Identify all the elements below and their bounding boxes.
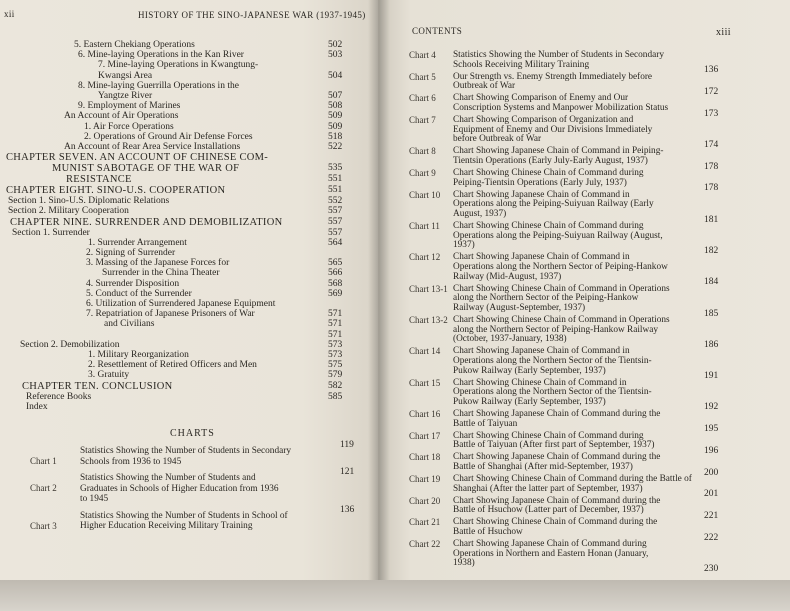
toc-entry: An Account of Rear Area Service Installations <box>64 142 241 152</box>
chart-title-line: Schools Receiving Military Training <box>453 59 590 70</box>
chart-title-line: Operations along the Northern Sector of the Tientsin- <box>453 355 652 366</box>
chart-title-line: Outbreak of War <box>453 81 516 92</box>
toc-page-number: 557 <box>328 216 343 227</box>
chart-label: Chart 6 <box>409 93 436 104</box>
toc-page-number: 564 <box>328 237 343 248</box>
chart-title-line: Chart Showing Chinese Chain of Command in Operations <box>453 283 670 294</box>
chart-page-number: 178 <box>704 161 719 172</box>
chart-title-line: Chart Showing Chinese Chain of Command during the <box>453 517 658 528</box>
chart-title-line: along the Northern Sector of the Peiping-Hankow <box>453 293 639 304</box>
toc-entry: 2. Operations of Ground Air Defense Forces <box>84 131 253 142</box>
chart-label: Chart 21 <box>409 517 441 528</box>
toc-entry: 8. Mine-laying Guerrilla Operations in the <box>78 80 239 91</box>
chart-title-line: Pukow Railway (Early September, 1937) <box>453 396 606 407</box>
chart-label: Chart 20 <box>409 495 441 506</box>
toc-page-number: 522 <box>328 142 343 152</box>
toc-entry: Surrender in the China Theater <box>102 268 220 279</box>
chart-label: Chart 19 <box>409 474 441 484</box>
toc-entry: 7. Repatriation of Japanese Prisoners of War <box>86 309 255 320</box>
chart-title-line: Schools from 1936 to 1945 <box>80 456 182 467</box>
toc-page-number: 571 <box>328 329 343 340</box>
toc-page-number: 502 <box>328 40 343 50</box>
toc-entry: Yangtze River <box>98 91 153 101</box>
chart-label: Chart 2 <box>30 483 57 493</box>
chart-page-number: 200 <box>704 467 719 478</box>
toc-entry: 1. Military Reorganization <box>88 350 189 360</box>
toc-page-number: 509 <box>328 111 343 122</box>
toc-entry: 9. Employment of Marines <box>78 101 181 112</box>
chart-title-line: Conscription Systems and Manpower Mobilization Status <box>453 103 669 113</box>
chart-title-line: Our Strength vs. Enemy Strength Immediately before <box>453 71 653 82</box>
chart-label: Chart 12 <box>409 252 441 263</box>
toc-page-number: 557 <box>328 227 343 238</box>
chart-page-number: 174 <box>704 139 719 150</box>
toc-entry: 3. Massing of the Japanese Forces for <box>86 258 230 269</box>
toc-page-number: 509 <box>328 121 343 132</box>
chart-label: Chart 1 <box>30 456 57 466</box>
toc-entry: CHAPTER TEN. CONCLUSION <box>22 380 173 392</box>
toc-entry: CHAPTER NINE. SURRENDER AND DEMOBILIZATION <box>10 216 283 228</box>
chart-page-number: 201 <box>704 489 719 500</box>
toc-entry: CHAPTER SEVEN. AN ACCOUNT OF CHINESE COM- <box>6 152 269 164</box>
toc-entry: MUNIST SABOTAGE OF THE WAR OF <box>52 163 240 175</box>
chart-page-number: 195 <box>704 424 719 435</box>
right-page-number: xiii <box>716 27 731 38</box>
chart-title-line: Chart Showing Chinese Chain of Command during <box>453 221 644 232</box>
chart-page-number: 230 <box>704 563 719 574</box>
toc-entry: CHAPTER EIGHT. SINO-U.S. COOPERATION <box>6 185 226 197</box>
chart-page-number: 191 <box>704 371 719 382</box>
toc-entry: 1. Air Force Operations <box>84 121 174 132</box>
toc-entry: Section 2. Military Cooperation <box>8 206 129 217</box>
chart-title-line: Peiping-Tientsin Operations (Early July, 1937) <box>453 177 627 188</box>
chart-page-number: 173 <box>704 108 719 119</box>
chart-label: Chart 13-1 <box>409 283 448 294</box>
chart-title-line: Statistics Showing the Number of Students and <box>80 473 256 483</box>
chart-title-line: along the Northern Sector of Peiping-Hankow Railway <box>453 324 658 335</box>
toc-page-number: 507 <box>328 91 343 101</box>
right-running-head: CONTENTS <box>412 26 463 36</box>
toc-page-number: 569 <box>328 288 343 299</box>
chart-label: Chart 7 <box>409 115 436 126</box>
chart-page-number: 172 <box>704 86 719 97</box>
toc-page-number: 552 <box>328 196 343 207</box>
toc-entry: 2. Signing of Surrender <box>86 248 176 258</box>
chart-title-line: Battle of Hsuchow (Latter part of December, 1937) <box>453 505 644 516</box>
chart-title-line: Chart Showing Japanese Chain of Command during the <box>453 452 661 463</box>
chart-label: Chart 17 <box>409 430 441 441</box>
chart-title-line: (October, 1937-January, 1938) <box>453 334 567 345</box>
chart-title-line: Chart Showing Comparison of Enemy and Our <box>453 93 629 104</box>
toc-entry: 6. Utilization of Surrendered Japanese Equipment <box>86 299 276 309</box>
chart-title-line: Higher Education Receiving Military Training <box>80 521 253 531</box>
chart-title-line: to 1945 <box>80 494 109 504</box>
toc-entry: Section 1. Sino-U.S. Diplomatic Relations <box>8 196 170 207</box>
toc-page-number: 508 <box>328 101 343 112</box>
chart-page-number: 178 <box>704 183 719 194</box>
chart-label: Chart 9 <box>409 168 436 179</box>
charts-heading: CHARTS <box>170 428 215 439</box>
toc-page-number: 557 <box>328 206 343 217</box>
toc-page-number: 504 <box>328 70 343 81</box>
chart-title-line: Operations along the Northern Sector of the Tientsin- <box>453 387 652 398</box>
chart-label: Chart 14 <box>409 346 441 357</box>
chart-title-line: Operations in Northern and Eastern Honan (January, <box>453 548 649 559</box>
chart-title-line: 1938) <box>453 558 475 569</box>
toc-page-number: 582 <box>328 380 343 391</box>
chart-title-line: Equipment of Enemy and Our Divisions Immediately <box>453 124 653 135</box>
chart-page-number: 182 <box>704 245 719 256</box>
toc-page-number: 571 <box>328 319 343 330</box>
chart-title-line: Railway (August-September, 1937) <box>453 302 586 313</box>
chart-title-line: Chart Showing Japanese Chain of Command during the <box>453 408 661 419</box>
chart-page-number: 221 <box>704 510 719 521</box>
chart-label: Chart 10 <box>409 189 441 200</box>
chart-title-line: Tientsin Operations (Early July-Early August, 1937) <box>453 156 648 166</box>
chart-page-number: 184 <box>704 277 719 288</box>
chart-title-line: Chart Showing Comparison of Organization and <box>453 115 634 126</box>
chart-title-line: Chart Showing Japanese Chain of Command in <box>453 189 630 200</box>
chart-title-line: Railway (Mid-August, 1937) <box>453 271 562 282</box>
toc-entry: 6. Mine-laying Operations in the Kan River <box>78 50 244 61</box>
toc-entry: 3. Gratuity <box>88 370 130 381</box>
chart-title-line: Statistics Showing the Number of Students in Secondary <box>80 446 291 456</box>
toc-page-number: 551 <box>328 185 343 196</box>
toc-page-number: 551 <box>328 174 343 185</box>
toc-entry: 7. Mine-laying Operations in Kwangtung- <box>98 60 259 71</box>
toc-page-number: 518 <box>328 131 343 142</box>
toc-entry: Index <box>26 401 48 412</box>
chart-label: Chart 4 <box>409 50 436 60</box>
book-gutter <box>368 0 390 611</box>
chart-title-line: Pukow Railway (Early September, 1937) <box>453 365 606 376</box>
chart-title-line: Chart Showing Chinese Chain of Command in Operations <box>453 315 670 325</box>
toc-entry: Reference Books <box>26 391 92 402</box>
toc-page-number: 575 <box>328 360 343 371</box>
chart-title-line: Statistics Showing the Number of Students in School of <box>80 510 288 521</box>
chart-title-line: Chart Showing Japanese Chain of Command in <box>453 346 630 357</box>
chart-title-line: Battle of Taiyuan (After first part of September, 1937) <box>453 440 655 451</box>
toc-entry: 4. Surrender Disposition <box>86 278 180 289</box>
toc-page-number: 568 <box>328 278 343 289</box>
toc-page-number: 585 <box>328 391 343 402</box>
toc-page-number: 565 <box>328 258 343 269</box>
chart-page-number: 185 <box>704 308 719 319</box>
chart-title-line: Battle of Hsuchow <box>453 527 523 537</box>
chart-page-number: 186 <box>704 339 719 350</box>
toc-page-number: 579 <box>328 370 343 381</box>
chart-title-line: Operations along the Peiping-Suiyuan Railway (August, <box>453 230 663 241</box>
chart-label: Chart 15 <box>409 377 441 388</box>
toc-entry: 1. Surrender Arrangement <box>88 237 187 248</box>
chart-page-number: 121 <box>340 467 355 477</box>
chart-title-line: Chart Showing Japanese Chain of Command during the <box>453 495 661 506</box>
toc-entry: RESISTANCE <box>66 174 132 186</box>
toc-entry: Section 1. Surrender <box>12 227 90 238</box>
chart-page-number: 136 <box>340 504 355 515</box>
table-surface <box>0 580 790 611</box>
chart-title-line: Chart Showing Chinese Chain of Command during <box>453 168 644 179</box>
chart-title-line: Chart Showing Chinese Chain of Command during <box>453 430 644 441</box>
chart-label: Chart 5 <box>409 71 436 82</box>
toc-entry: 2. Resettlement of Retired Officers and Men <box>88 360 257 371</box>
toc-entry: 5. Eastern Chekiang Operations <box>74 40 195 50</box>
chart-title-line: 1937) <box>453 240 475 251</box>
chart-title-line: Chart Showing Japanese Chain of Command in <box>453 252 630 263</box>
toc-page-number: 571 <box>328 309 343 320</box>
toc-page-number: 573 <box>328 339 343 350</box>
toc-entry: 5. Conduct of the Surrender <box>86 288 192 299</box>
chart-title-line: Statistics Showing the Number of Students in Secondary <box>453 50 664 60</box>
chart-page-number: 181 <box>704 214 719 225</box>
chart-page-number: 196 <box>704 445 719 456</box>
chart-page-number: 119 <box>340 440 354 450</box>
chart-title-line: Shanghai (After the latter part of September, 1937) <box>453 483 643 494</box>
chart-title-line: Battle of Shanghai (After mid-September, 1937) <box>453 461 633 472</box>
chart-title-line: Chart Showing Chinese Chain of Command in <box>453 377 627 388</box>
left-running-head: HISTORY OF THE SINO-JAPANESE WAR (1937-1945) <box>138 10 366 20</box>
chart-title-line: Chart Showing Japanese Chain of Command in Peiping- <box>453 146 664 157</box>
chart-title-line: Chart Showing Japanese Chain of Command during <box>453 539 647 550</box>
left-page <box>0 0 378 611</box>
chart-page-number: 136 <box>704 65 719 76</box>
chart-page-number: 222 <box>704 532 719 543</box>
chart-title-line: Operations along the Northern Sector of Peiping-Hankow <box>453 262 668 272</box>
chart-title-line: Graduates in Schools of Higher Education from 1936 <box>80 483 279 494</box>
chart-label: Chart 13-2 <box>409 315 448 325</box>
toc-page-number: 503 <box>328 50 343 61</box>
chart-label: Chart 18 <box>409 452 441 463</box>
toc-entry: Section 2. Demobilization <box>20 339 120 350</box>
toc-entry: and Civilians <box>104 319 155 330</box>
chart-label: Chart 22 <box>409 539 441 550</box>
chart-title-line: Chart Showing Chinese Chain of Command during the Battle of <box>453 474 692 484</box>
chart-label: Chart 16 <box>409 408 441 419</box>
left-page-number: xii <box>4 9 15 19</box>
toc-page-number: 566 <box>328 268 343 279</box>
right-page <box>378 0 790 611</box>
toc-page-number: 573 <box>328 350 343 360</box>
chart-label: Chart 11 <box>409 221 440 232</box>
chart-page-number: 192 <box>704 402 719 413</box>
chart-title-line: Operations along the Peiping-Suiyuan Railway (Early <box>453 199 654 210</box>
toc-entry: Kwangsi Area <box>98 70 153 81</box>
chart-label: Chart 3 <box>30 520 57 531</box>
chart-title-line: before Outbreak of War <box>453 134 542 145</box>
chart-label: Chart 8 <box>409 146 436 157</box>
chart-title-line: Battle of Taiyuan <box>453 418 518 429</box>
toc-page-number: 535 <box>328 163 343 174</box>
chart-title-line: August, 1937) <box>453 209 507 219</box>
toc-entry: An Account of Air Operations <box>64 111 179 122</box>
